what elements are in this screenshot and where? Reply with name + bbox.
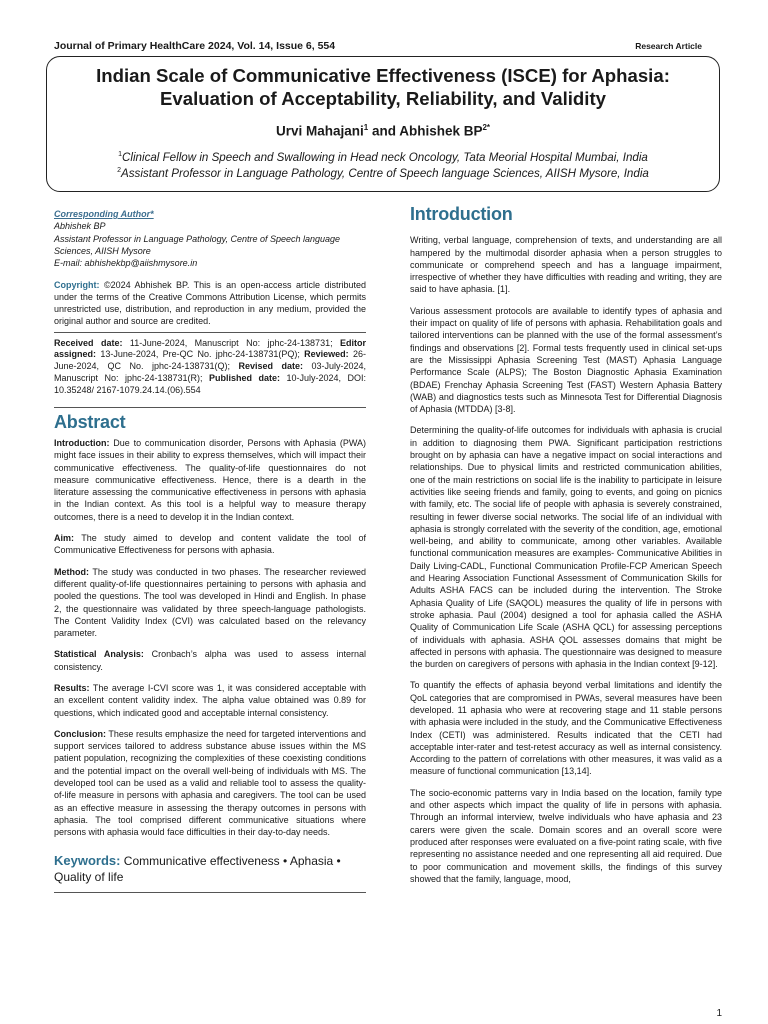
abstract-stats-label: Statistical Analysis: (54, 649, 144, 660)
affiliation-2 (47, 164, 719, 181)
author-2-sup: 2* (482, 123, 491, 132)
affiliation-1-text: Clinical Fellow in Speech and Swallowing in Head neck Oncology, Tata Meorial Hospital Mumbai, India (122, 150, 648, 164)
copyright-label: Copyright: (54, 280, 100, 291)
corresponding-author-name: Abhishek BP (54, 221, 106, 232)
abstract-results-text: The average I-CVI score was 1, it was considered acceptable with an excellent content validity index. The alpha value obtained was 0.89 for questions, which indicated good and acceptable internal consistency. (54, 683, 366, 718)
abstract-conclusion (54, 728, 366, 839)
author-joiner: and (368, 123, 400, 139)
introduction-heading: Introduction (410, 204, 513, 224)
journal-citation: Journal of Primary HealthCare 2024, Vol. 14, Issue 6, 554 (54, 40, 336, 52)
abstract-aim (54, 532, 366, 557)
revised-label: Revised date: (238, 361, 303, 372)
title-box (46, 56, 720, 192)
abstract-method-label: Method: (54, 566, 89, 577)
right-column (410, 204, 722, 885)
author-1-name: Urvi Mahajani (275, 123, 364, 139)
author-2-name: Abhishek BP (399, 123, 483, 139)
title-line-2: Evaluation of Acceptability, Reliability, and Validity (159, 88, 606, 109)
affiliation-2-text: Assistant Professor in Language Pathology, Centre of Speech language Sciences, AIISH Mysore, India (121, 167, 649, 181)
copyright-notice (54, 280, 366, 327)
affiliation-2-sup: 2 (117, 167, 122, 175)
abstract-introduction (54, 437, 366, 523)
corresponding-author-heading: Corresponding Author* (54, 209, 154, 219)
abstract-introduction-text: Due to communication disorder, Persons with Aphasia (PWA) might face issues in their ability to express themselves, which will impact their communicative effectiveness. The quality-of-life questionnaires do not measure communicative effectiveness. Hence, there is a dearth in the literature assessing the communicative effectiveness in persons with aphasia in the Indian context. As this tool is a helpful way to measure therapy outcomes, there is a need to develop it in the Indian context. (54, 437, 366, 522)
author-list (47, 123, 719, 139)
article-type-label: Research Article (635, 41, 702, 51)
abstract-conclusion-text: These results emphasize the need for targeted interventions and support services tailored to address substance abuse issues within the MS patient population, recognizing the complexities of these coexisting conditions and the potential impact on the overall well-being of individuals with MS. The developed tool can be used as a valid and reliable tool to assess the quality-of-life measure in persons with aphasia and caregivers. The tool can be used as an effective measure in assessing the therapy outcomes in persons with aphasia. The tool comprised different communicative situations where persons with aphasia would face difficulties in their day-to-day needs. (54, 728, 366, 838)
corresponding-author-position: Assistant Professor in Language Pathology, Centre of Speech language Sciences, AIISH Mysore (54, 233, 341, 256)
published-label: Published date: (209, 373, 280, 384)
intro-paragraph-4: To quantify the effects of aphasia beyond verbal limitations and identify the QoL categories that are compromised in PWAs, several measures have been developed. 11 aphasia who were at recovering stage and 11 stable persons with aphasia were included in the study, and the Communicative Effectiveness Index (CETI) was administered. Results indicated that the CETI had acceptable inter-rater and test-retest accuracy as well as internal consistency. According to the pattern of correlations with other measures, it was valid as a measure of functional communication [13,14]. (410, 680, 722, 777)
abstract-results (54, 682, 366, 719)
affiliations (47, 148, 719, 182)
corresponding-author-email[interactable]: E-mail: abhishekbp@aiishmysore.in (54, 258, 198, 269)
abstract-aim-label: Aim: (54, 533, 74, 544)
title-line-1: Indian Scale of Communicative Effectiveness (ISCE) for Aphasia: (96, 65, 670, 86)
page-header (54, 40, 702, 54)
page-number: 1 (716, 1008, 722, 1019)
abstract-heading: Abstract (54, 407, 366, 428)
editor-text: 13-June-2024, Pre-QC No. jphc-24-138731(PQ); (96, 349, 305, 360)
editor-label: Editor assigned: (54, 337, 366, 360)
abstract-method (54, 566, 366, 640)
intro-paragraph-5: The socio-economic patterns vary in India based on the location, family type and other aspects which impact the quality of life in persons with aphasia. Through an informal interview, twelve individuals who have aphasia and 23 carers were given the scale. Domain scores and an overall score were produced after responses were evaluated on a five-point rating scale, with five representing no assistance needed and one representing all aid required. Due to poor communication and movement skills, the findings of this survey showed that the family, language, mood, (410, 787, 722, 884)
author-1-sup: 1 (363, 123, 369, 132)
left-column (54, 208, 366, 893)
keywords (54, 853, 366, 893)
copyright-text: ©2024 Abhishek BP. This is an open-access article distributed under the terms of the Creative Commons Attribution License, which permits unrestricted use, distribution, and reproduction in any medium, provided the original author and source are credited. (54, 280, 366, 326)
received-label: Received date: (54, 337, 123, 348)
affiliation-1-sup: 1 (118, 150, 123, 158)
article-dates (54, 332, 366, 397)
reviewed-text: 26-June-2024, QC No. jphc-24-138731(Q); (54, 349, 366, 372)
intro-paragraph-3: Determining the quality-of-life outcomes for individuals with aphasia is crucial in addition to diagnosing them PWA. Significant participation restrictions brought on by aphasia can have a negative impact on social interactions and relationships. Due to physical limits and restricted communication abilities, one of the main restrictions on social life is the inability to participate in leisure activities like seeing friends and family, going to events, and going on picnics with family, etc. The social life of people with aphasia is severely constrained, resulting in fewer diverse social networks. The social life of an individual with aphasia is strongly correlated with the severity of the condition, age, emotional well-being, and ability to communicate, among other variables. Available functional communication measures are examples- Communicative Abilities in Daily Living-CADL, Functional Communication Profile-FCP American Speech and Hearing Association Functional Assessment of Communication Skills for Adults ASHA FACS can be included during the intervention. The Stroke Aphasia Quality of Life (SAQOL) measures the quality of life in persons with stroke aphasia. Paul (2004) designed a tool for aphasia called the ASHA Quality of Communication Life Scale (ASHA QCL) for assessing perceptions of individuals with aphasia. ASHA QOL assesses domains that might be affected in persons with aphasia. The questionnaire was designed to measure the burden on caregivers of persons with aphasia in the Indian context [9-12]. (410, 425, 722, 670)
intro-paragraph-1: Writing, verbal language, comprehension of texts, and understanding are all hampered by the multimodal disorder aphasia when a person struggles to communicate or comprehend speech and has a language impairment, irrespective of whether they have difficulties with reading and writing, they are said to have aphasia. [1]. (410, 235, 722, 295)
abstract-results-label: Results: (54, 683, 90, 693)
intro-paragraph-2: Various assessment protocols are available to identify types of aphasia and their impact on quality of life of persons with aphasia. Rehabilitation goals and tailored interventions can be planned with the use of the formal assessment’s findings and observations [2]. Formal tests frequently used in clinical set-ups are the Mississippi Aphasia Screening Test (MAST) Aphasia Language Performance Scale (ALPS); The Boston Diagnostic Aphasia Examination (BDAE) Frenchay Aphasia Screening Test (FAST) Western Aphasia Battery (WAB) and diagnostics tests such as Minnesota Test for Differential Diagnosis of Aphasia (MTDDA) [3-8]. (410, 305, 722, 415)
affiliation-1 (47, 148, 719, 165)
abstract-introduction-label: Introduction: (54, 437, 110, 448)
reviewed-label: Reviewed: (304, 349, 349, 360)
abstract-stats-text: Cronbach’s alpha was used to assess internal consistency. (54, 649, 366, 672)
received-text: 11-June-2024, Manuscript No: jphc-24-138731; (122, 337, 340, 348)
abstract-conclusion-label: Conclusion: (54, 728, 106, 739)
article-title (47, 64, 719, 110)
abstract-aim-text: The study aimed to develop and content validate the tool of Communicative Effectiveness for persons with aphasia. (54, 533, 366, 556)
keywords-label: Keywords: (54, 852, 121, 868)
abstract-statistical-analysis (54, 648, 366, 673)
revised-text: 03-July-2024, Manuscript No: jphc-24-138731(R); (54, 361, 366, 384)
published-text[interactable]: 10-July-2024, DOI: 10.35248/ 2167-1079.24.14.(06).554 (54, 373, 366, 395)
keywords-text: Communicative effectiveness • Aphasia • Quality of life (54, 853, 341, 884)
abstract-method-text: The study was conducted in two phases. The researcher reviewed different quality-of-life questionnaires pertaining to persons with aphasia and pooled the questions. The tool was developed in Hindi and English. In phase 2, the questionnaire was validated by three speech-language pathologists. The Content Validity Index (CVI) was calculated based on the relevancy parameter. (54, 566, 366, 639)
